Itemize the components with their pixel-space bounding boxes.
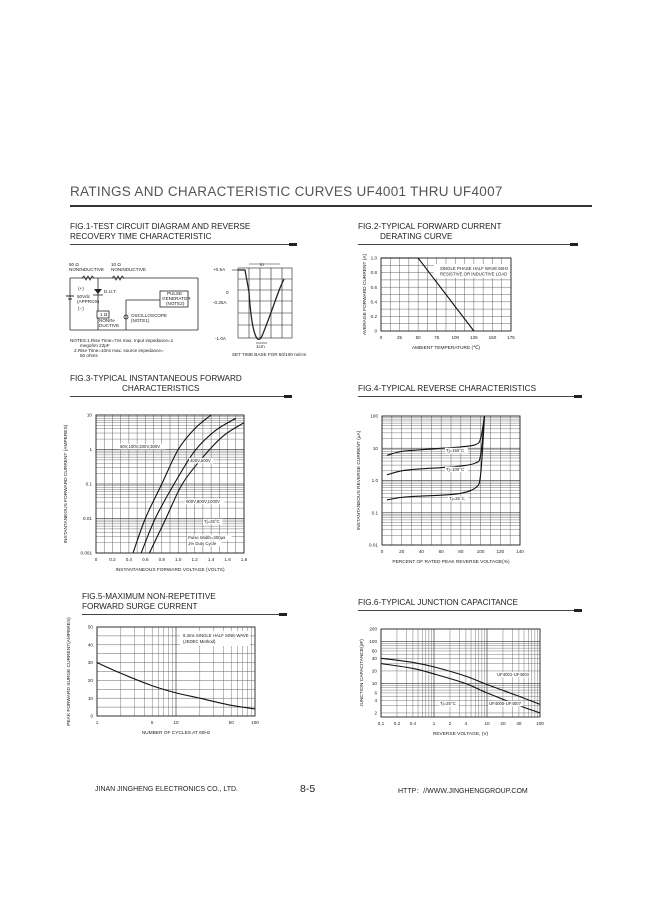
fig2-xtick-label: 75 xyxy=(434,335,440,340)
fig6-ylabel: JUNCTION CAPACITANCE(pF) xyxy=(360,639,365,707)
fig6-xtick-label: 0.1 xyxy=(377,721,385,726)
fig1-pulse3: (NOTE2) xyxy=(166,301,185,306)
fig6-xtick-label: 10 xyxy=(484,721,490,726)
fig5-ylabel: PEAK FORWARD SURGE CURRENT(AMPERES) xyxy=(67,617,72,726)
fig5-xtick-label: 50 xyxy=(228,720,234,725)
fig1-osc1: OSCILLOSCOPE xyxy=(131,313,167,318)
fig3-xlabel: INSTANTANEOUS FORWARD VOLTAGE (VOLTS) xyxy=(115,568,225,573)
fig5-title-line2: FORWARD SURGE CURRENT xyxy=(82,602,198,611)
fig3-ytick-label: 0.01 xyxy=(83,516,92,522)
fig1-r10-sub: NONINDUCTIVE xyxy=(111,267,146,272)
fig6-title: FIG.6-TYPICAL JUNCTION CAPACITANCE xyxy=(358,598,518,607)
fig4-ytick-label: 0.01 xyxy=(369,542,378,548)
fig1-note-1: NOTES:1.Rise Time=7ns max. Input impedance=1 xyxy=(70,338,174,343)
fig6-ytick-label: 40 xyxy=(371,655,377,661)
fig2-xtick-label: 175 xyxy=(507,335,515,340)
fig1-pulse1: PULSE xyxy=(167,291,183,296)
fig6-xtick-label: 20 xyxy=(500,721,506,726)
fig2-title-line2: DERATING CURVE xyxy=(380,232,453,241)
fig1-note-2: megohm 22pF xyxy=(80,343,110,348)
fig2-xlabel: AMBIENT TEMPERATURE (℃) xyxy=(411,346,481,351)
fig1-title-line1: FIG.1-TEST CIRCUIT DIAGRAM AND REVERSE xyxy=(70,222,251,231)
fig2-ytick-label: 0.8 xyxy=(370,270,377,276)
fig4-xtick-label: 60 xyxy=(438,549,444,554)
fig4-xtick-label: 120 xyxy=(496,549,505,554)
fig4-xtick-label: 100 xyxy=(476,549,485,554)
fig2-ytick-label: 0 xyxy=(374,328,377,334)
fig4-xtick-label: 20 xyxy=(399,549,405,554)
fig2-ylabel: AVERAGE FORWARD CURRENT (A) xyxy=(363,253,368,336)
page-number: 8-5 xyxy=(300,783,316,795)
fig5-xtick-label: 1 xyxy=(95,720,99,725)
fig3-xtick-label: 0.2 xyxy=(109,557,116,562)
fig3-xtick-label: 1.6 xyxy=(224,557,231,562)
fig5-title-line1: FIG.5-MAXIMUM NON-REPETITIVE xyxy=(82,592,216,601)
fig2-title-line1: FIG.2-TYPICAL FORWARD CURRENT xyxy=(358,222,502,231)
fig1-osc2: (NOTE1) xyxy=(131,318,150,323)
fig6-xlabel: REVERSE VOLTAGE, (V) xyxy=(432,732,489,737)
fig1-r1c: DUCTIVE xyxy=(99,323,120,328)
fig4-xlabel: PERCENT OF RATED PEAK REVERSE VOLTAGE(%) xyxy=(392,560,510,565)
fig4-title: FIG.4-TYPICAL REVERSE CHARACTERISTICS xyxy=(358,384,537,393)
fig6-ytick-label: 60 xyxy=(371,648,377,654)
fig1-wave-p05: +0.5A xyxy=(213,267,226,272)
fig1-title-line2: RECOVERY TIME CHARACTERISTIC xyxy=(70,232,212,241)
fig5-annotation-line1: 8.3ms SINGLE HALF SINE-WAVE xyxy=(183,633,249,638)
fig4-xtick-label: 140 xyxy=(516,549,524,554)
fig1-timebase: SET TIME BASE FOR 50/100 ns/cm xyxy=(232,352,307,357)
fig2-ytick-label: 0.2 xyxy=(370,314,377,319)
fig3-label-duty: 1% Duty Cycle xyxy=(188,541,217,546)
fig1-wave-0: 0 xyxy=(226,290,229,295)
fig2-xtick-label: 125 xyxy=(470,335,478,340)
footer-url[interactable]: HTTP：//WWW.JINGHENGGROUP.COM xyxy=(398,788,528,795)
fig6-ytick-label: 200 xyxy=(369,626,377,632)
fig6-ytick-label: 2 xyxy=(374,710,377,716)
fig1-src2: 50Vdc xyxy=(77,294,91,299)
fig1-r10-label: 10 Ω xyxy=(111,262,121,267)
fig6-xtick-label: 4 xyxy=(464,721,468,726)
fig1-r1b: NONIN- xyxy=(99,318,116,323)
fig3-xtick-label: 0.6 xyxy=(142,557,149,562)
fig2-ytick-label: 0.6 xyxy=(370,284,377,290)
fig5-ytick-label: 40 xyxy=(87,642,93,648)
fig1-r1a: 1 Ω xyxy=(100,312,108,317)
fig2-xtick-label: 25 xyxy=(397,335,403,340)
fig4-xtick-label: 40 xyxy=(418,549,424,554)
fig3-label-600v: 600V,800V,1000V xyxy=(186,499,221,504)
fig5-ytick-label: 50 xyxy=(87,624,93,630)
fig6-xtick-label: 0.4 xyxy=(409,721,417,726)
fig3-xtick-label: 1.0 xyxy=(175,557,182,562)
fig4-xtick-label: 0 xyxy=(380,549,384,554)
fig1-1cm: 1cm xyxy=(256,344,265,349)
fig6-ytick-label: 6 xyxy=(374,690,377,696)
fig6-xtick-label: 1 xyxy=(432,721,436,726)
fig4-ylabel: INSTANTANEOUS REVERSE CURRENT (μA) xyxy=(357,430,362,531)
fig1-src1: (+) xyxy=(78,286,84,291)
fig3-xtick-label: 0.8 xyxy=(158,557,165,562)
fig6-ytick-label: 4 xyxy=(374,697,377,703)
fig1-trr: trr xyxy=(260,262,265,267)
fig5-annotation-line2: (JEDEC Method) xyxy=(183,639,216,644)
fig1-src3: (APPROX) xyxy=(77,299,100,304)
fig3-ylabel: INSTANTANEOUS FORWARD CURRENT (AMPERES) xyxy=(64,424,69,544)
fig4-label-100: Tj=100°C xyxy=(446,467,465,472)
fig6-ytick-label: 100 xyxy=(369,639,377,645)
fig4-ytick-label: 10 xyxy=(372,445,378,451)
page-title: RATINGS AND CHARACTERISTIC CURVES UF4001 THRU UF4007 xyxy=(70,184,503,199)
fig6-xtick-label: 40 xyxy=(516,721,522,726)
fig3-ytick-label: 0.001 xyxy=(80,550,92,556)
fig5-ytick-label: 10 xyxy=(87,695,93,701)
fig3-label-tj: Tj=25°C xyxy=(204,519,220,524)
fig1-note-3: 2.Rise Time=10ns max. source impedance= xyxy=(74,348,164,353)
fig3-title-line2: CHARACTERISTICS xyxy=(122,384,200,393)
fig3-ytick-label: 1 xyxy=(89,447,92,453)
fig5-xtick-label: 100 xyxy=(251,720,259,725)
fig1-src4: (−) xyxy=(78,306,84,311)
fig3-label-400v: 400V,500V xyxy=(190,458,211,463)
fig2-xtick-label: 50 xyxy=(415,335,421,340)
fig6-xtick-label: 2 xyxy=(448,721,452,726)
fig1-r50-sub: NONINDUCTIVE xyxy=(69,267,104,272)
fig3-ytick-label: 10 xyxy=(86,412,92,418)
fig3-xtick-label: 0.4 xyxy=(125,557,133,562)
fig2-ytick-label: 1.0 xyxy=(370,255,377,261)
fig2-xtick-label: 100 xyxy=(451,335,460,340)
fig6-ytick-label: 20 xyxy=(371,668,377,674)
fig4-label-25: Tj=25°C xyxy=(449,496,465,501)
footer-company: JINAN JINGHENG ELECTRONICS CO., LTD. xyxy=(95,786,238,793)
fig3-xtick-label: 1.2 xyxy=(191,557,198,562)
fig2-annotation-line2: RESISTIVE OR INDUCTIVE LOAD xyxy=(440,271,508,277)
fig6-label-4005: UF4005-UF4007 xyxy=(489,701,522,706)
fig5-ytick-label: 30 xyxy=(87,660,93,666)
fig6-ytick-label: 10 xyxy=(371,681,377,687)
fig6-xtick-label: 0.2 xyxy=(393,721,401,726)
fig1-pulse2: GENERATOR xyxy=(162,296,191,301)
fig6-label-4001: UF4001-UF4004 xyxy=(497,672,530,677)
fig3-xtick-label: 0 xyxy=(94,557,98,562)
fig3-title-line1: FIG.3-TYPICAL INSTANTANEOUS FORWARD xyxy=(70,374,242,383)
fig2-xtick-label: 150 xyxy=(488,335,497,340)
fig6-xtick-label: 100 xyxy=(536,721,544,726)
fig2-xtick-label: 0 xyxy=(379,335,383,340)
fig5-xtick-label: 10 xyxy=(173,720,179,725)
fig5-ytick-label: 0 xyxy=(90,713,93,719)
fig5-ytick-label: 20 xyxy=(87,678,93,683)
fig4-label-150: Tj=150°C xyxy=(446,448,465,453)
fig6-label-tj: Tj=25°C xyxy=(440,701,456,706)
fig1-wave-m10: -1.0A xyxy=(215,336,226,341)
fig3-label-50v: 50V,100V,200V,300V xyxy=(120,444,161,449)
fig3-label-pulse: Pulse Width=300μs xyxy=(188,535,226,540)
fig1-wave-m025: -0.25A xyxy=(213,300,227,305)
fig2-annotation-line1: SINGLE PHASE HALF WAVE 60Hz xyxy=(440,266,509,271)
fig4-xtick-label: 80 xyxy=(458,549,464,554)
fig5-xlabel: NUMBER OF CYCLES AT 60Hz xyxy=(141,731,211,736)
fig4-ytick-label: 100 xyxy=(370,413,378,419)
fig4-ytick-label: 1.0 xyxy=(371,478,378,484)
fig3-xtick-label: 1.4 xyxy=(207,557,215,562)
fig3-ytick-label: 0.1 xyxy=(85,481,92,487)
fig1-r50-label: 50 Ω xyxy=(69,262,79,267)
fig5-xtick-label: 5 xyxy=(150,720,154,725)
fig3-xtick-label: 1.8 xyxy=(240,557,248,562)
fig1-note-4: 50 ohms xyxy=(80,353,98,358)
fig2-ytick-label: 0.4 xyxy=(370,299,377,305)
fig1-dut-label: D.U.T. xyxy=(104,289,117,294)
fig4-ytick-label: 0.1 xyxy=(371,510,378,516)
